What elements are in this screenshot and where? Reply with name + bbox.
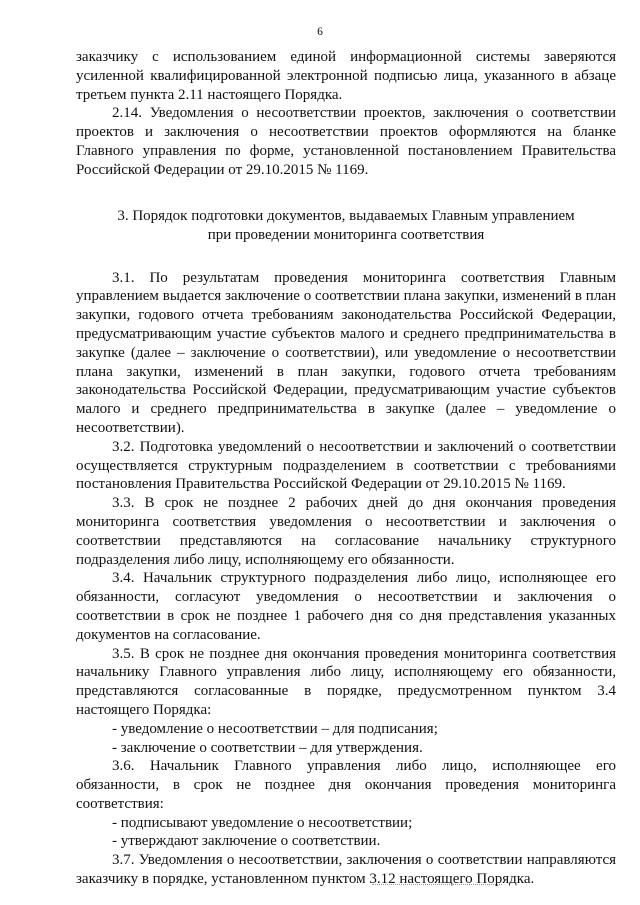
document-body bbox=[76, 48, 616, 889]
paragraph-2-14: 2.14. Уведомления о несоответствии проектов, заключения о соответствии проектов и заключения о несоответствии проектов оформляются на бланке Главного управления по форме, установленной постановлением Правительства Российской Федерации от 29.10.2015 № 1169. bbox=[76, 105, 616, 178]
section-heading bbox=[76, 207, 616, 245]
paragraph-3-1: 3.1. По результатам проведения мониторинга соответствия Главным управлением выдается заключение о соответствии плана закупки, изменений в план закупки, годового отчета требованиям законодательства Российской Федерации, предусматривающим участие субъектов малого и среднего предпринимательства в закупке (далее – заключение о соответствии), или уведомление о несоответствии плана закупки, изменений в план закупки, годового отчета требованиям законодательства Российской Федерации, предусматривающим участие субъектов малого и среднего предпринимательства в закупке (далее – уведомление о несоответствии). bbox=[76, 269, 616, 436]
paragraph-3-4: 3.4. Начальник структурного подразделения либо лицо, исполняющее его обязанности, согласуют уведомления о несоответствии и заключения о соответствии в срок не позднее 1 рабочего дня со дня представления указанных документов на согласование. bbox=[76, 570, 616, 643]
paragraph-3-7: 3.7. Уведомления о несоответствии, заключения о соответствии направляются заказчику в порядке, установленном пунктом 3.12 настоящего Порядка. bbox=[76, 852, 616, 888]
list-item-3-6-1: - подписывают уведомление о несоответствии; bbox=[112, 814, 413, 831]
section-heading-line-2: при проведении мониторинга соответствия bbox=[207, 226, 485, 243]
list-item-3-5-1: - уведомление о несоответствии – для подписания; bbox=[112, 720, 438, 737]
page-number: 6 bbox=[317, 26, 323, 38]
list-item-3-6-2: - утверждают заключение о соответствии. bbox=[112, 833, 381, 850]
paragraph-3-5: 3.5. В срок не позднее дня окончания проведения мониторинга соответствия начальнику Главного управления либо лицу, исполняющему его обязанности, представляются согласованные в порядке, предусмотренном пунктом 3.4 настоящего Порядка: bbox=[76, 645, 616, 718]
paragraph-3-3: 3.3. В срок не позднее 2 рабочих дней до дня окончания проведения мониторинга соответствия уведомления о несоответствии и заключения о соответствии представляются на согласование начальнику структурного подразделения либо лицу, исполняющему его обязанности. bbox=[76, 495, 616, 568]
scan-artifact-dots bbox=[372, 884, 502, 887]
paragraph-3-6: 3.6. Начальник Главного управления либо лицо, исполняющее его обязанности, в срок не позднее дня окончания проведения мониторинга соответствия: bbox=[76, 758, 616, 812]
paragraph-3-2: 3.2. Подготовка уведомлений о несоответствии и заключений о соответствии осуществляется структурным подразделением в соответствии с требованиями постановления Правительства Российской Федерации от 29.10.2015 № 1169. bbox=[76, 438, 616, 493]
section-heading-line-1: 3. Порядок подготовки документов, выдаваемых Главным управлением bbox=[117, 207, 575, 224]
list-item-3-5-2: - заключение о соответствии – для утверждения. bbox=[112, 739, 423, 756]
paragraph-2-13-end: заказчику с использованием единой информационной системы заверяются усиленной квалифицированной электронной подписью лица, указанного в абзаце третьем пункта 2.11 настоящего Порядка. bbox=[76, 49, 616, 103]
